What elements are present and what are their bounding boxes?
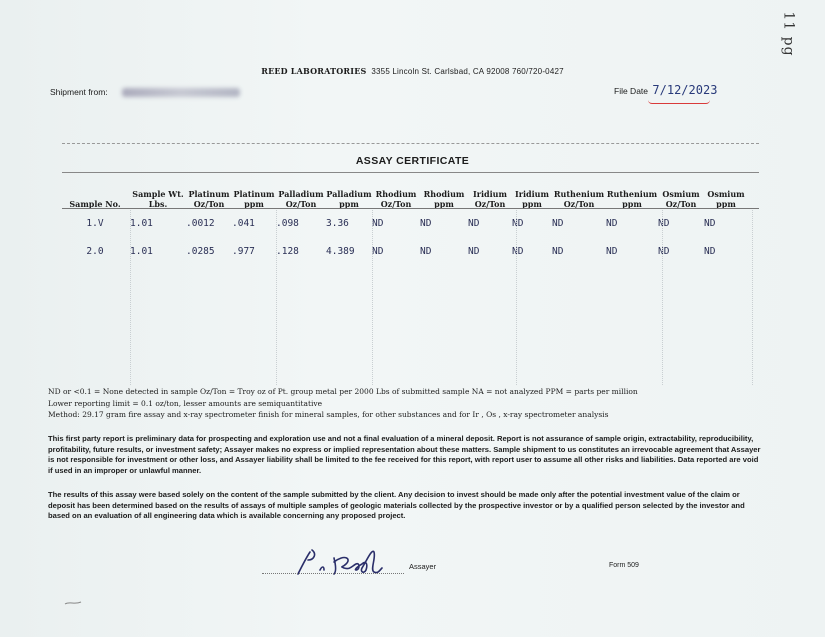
table-cell: .098 [276,217,299,229]
col-header: Rhodium ppm [423,189,465,209]
signature-line [262,573,404,574]
table-cell: ND [512,217,524,229]
column-guide [276,210,277,385]
col-header: Osmium Oz/Ton [662,189,700,209]
table-cell: 4.389 [326,245,355,257]
table-cell: ND [372,217,384,229]
table-cell: .041 [232,217,255,229]
col-header: Rhodium Oz/Ton [375,189,417,209]
shipment-label: Shipment from: [50,87,108,97]
table-cell: ND [658,245,670,257]
lab-header [0,66,825,76]
table-row [60,237,748,265]
col-header: Iridium Oz/Ton [473,189,507,209]
table-cell: .0285 [186,245,215,257]
page-title: ASSAY CERTIFICATE [355,155,470,167]
table-row [60,209,748,237]
table-cell: 1.V [86,217,104,229]
shipment-from [50,87,240,97]
disclaimer-results: The results of this assay were based solely on the content of the sample submitted by the client. Any decision to invest should be made only after the potential investment value of the claim or deposit has been determined based on the results of assays of multiple samples of geologic materials collected by the prospective investor or by a qualified person selected by the investor and based on an evaluation of all engineering data which is available concerning any proposed project. [48,490,745,520]
divider [62,143,759,144]
divider [62,172,759,173]
table-cell: ND [372,245,384,257]
redacted-shipper [122,88,240,97]
table-cell: .128 [276,245,299,257]
col-header: Ruthenium ppm [606,189,658,209]
file-date-label: File Date [614,86,649,96]
table-cell: ND [420,245,432,257]
column-guide [372,210,373,385]
divider [62,208,759,209]
table-cell: ND [512,245,524,257]
col-header: Platinum Oz/Ton [188,189,230,209]
table-cell: ND [420,217,432,229]
table-cell: ND [606,245,618,257]
column-guide [516,210,517,385]
col-header: Sample Wt. Lbs. [132,189,184,209]
col-header: Iridium ppm [515,189,549,209]
table-cell: ND [658,217,670,229]
legend-line: Lower reporting limit = 0.1 oz/ton, lesser amounts are semiquantitative [48,398,323,408]
column-guide [130,210,131,385]
lab-name: REED LABORATORIES [261,66,367,76]
assayer-label: Assayer [409,562,437,571]
form-number: Form 509 [609,562,639,569]
table-header-row [60,185,748,209]
table-cell: 1.01 [130,217,153,229]
col-header: Palladium ppm [326,189,372,209]
col-header: Palladium Oz/Ton [278,189,324,209]
legend-line: ND or <0.1 = None detected in sample Oz/Ton = Troy oz of Pt. group metal per 2000 Lbs of submitted sample NA = not analyzed PPM = parts per million [48,387,638,396]
assay-table [60,185,748,265]
date-underline-mark [648,100,710,104]
column-guide [752,210,753,385]
col-header: Ruthenium Oz/Ton [553,189,605,209]
corner-note: 11 pg [780,11,797,57]
table-cell: ND [468,245,480,257]
col-header: Osmium ppm [707,189,745,209]
col-header: Sample No. [69,199,121,209]
table-cell: ND [552,245,564,257]
table-cell: ND [704,245,716,257]
column-guide [662,210,663,385]
file-date-value: 7/12/2023 [652,83,718,97]
col-header: Platinum ppm [233,189,275,209]
table-cell: 2.0 [86,245,104,257]
file-date [614,83,717,97]
table-cell: ND [606,217,618,229]
legend-line: Method: 29.17 gram fire assay and x-ray spectrometer finish for mineral samples, for other substances and for Ir , Os , x-ray spectrometer analysis [48,410,609,419]
disclaimer-preliminary: This first party report is preliminary data for prospecting and exploration use and not a final evaluation of a mineral deposit. Report is not assurance of sample origin, extractability, reproducibility, profitability, future results, or investment safety; Assayer makes no express or implied representation about these matters. Sample shipment to us constitutes an irrevocable agreement that Assayer is not responsible for investment or other loss, and Assayer liability shall be limited to the fee received for this report, with report user to assume all other risks and liabilities. Data reported are void if used in an improper or unlawful manner. [48,434,761,475]
lab-address: 3355 Lincoln St. Carlsbad, CA 92008 760/720-0427 [371,67,564,76]
table-cell: .977 [232,245,255,257]
signature [262,544,442,578]
table-cell: 3.36 [326,217,349,229]
legend [48,386,638,421]
table-cell: .0012 [186,217,215,229]
table-cell: ND [468,217,480,229]
pen-mark [64,600,82,606]
table-cell: ND [552,217,564,229]
table-cell: ND [704,217,716,229]
table-cell: 1.01 [130,245,153,257]
